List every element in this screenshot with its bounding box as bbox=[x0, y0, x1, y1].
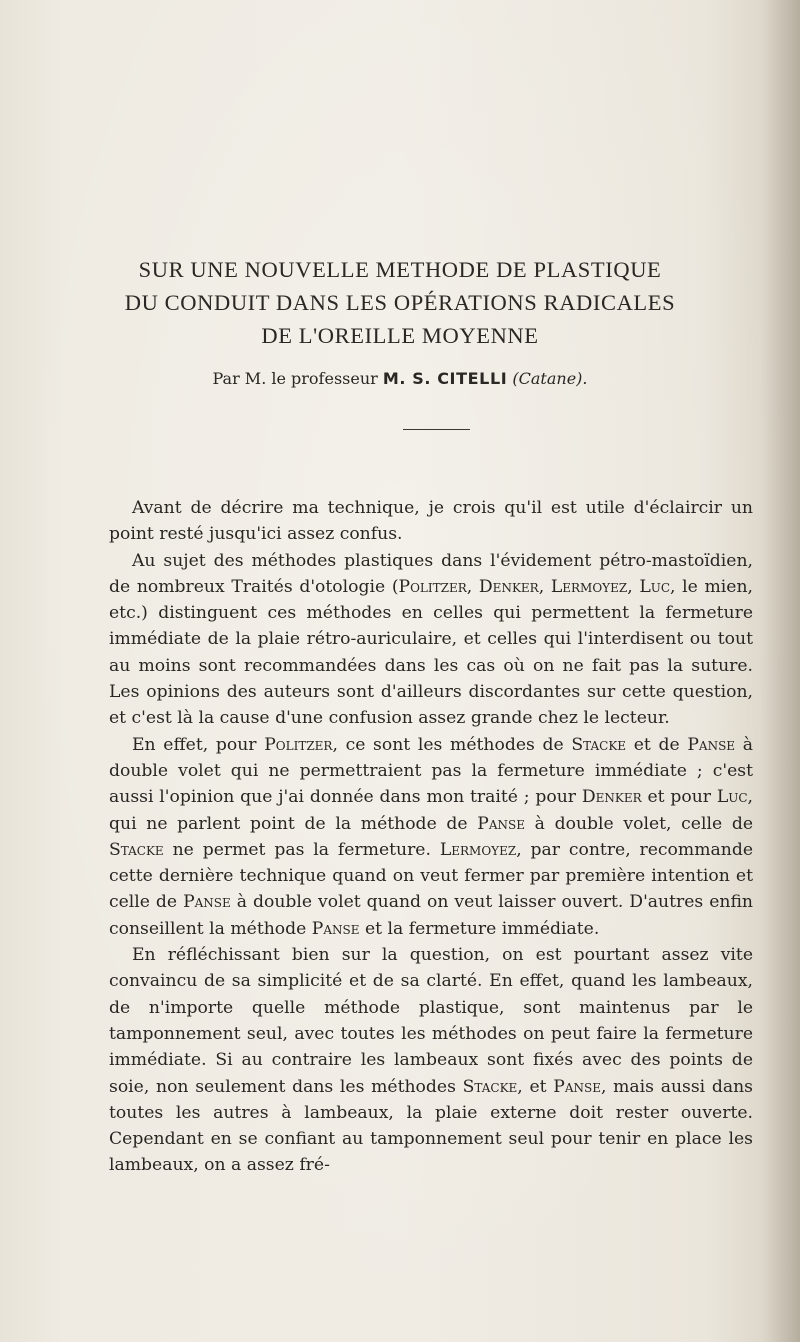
paragraph bbox=[109, 942, 753, 1179]
author-name: Stacke bbox=[109, 839, 164, 860]
text-run: , et bbox=[517, 1076, 554, 1097]
text-run: à double volet quand on veut laisser ouvert. D'autres enfin conseillent la méthode bbox=[109, 892, 753, 939]
author-name: Panse bbox=[477, 813, 525, 834]
body-text bbox=[109, 495, 753, 1179]
author-name: Luc bbox=[716, 787, 748, 808]
text-run: à double volet qui ne permettraient pas la fermeture immédiate ; c'est aussi l'opinion que j'ai donnée dans mon traité ; pour bbox=[109, 734, 753, 808]
text-run: à double volet, celle de bbox=[525, 813, 753, 834]
text-run: Au sujet des méthodes plastiques dans l'évidement pétro-mastoïdien, de nombreux Traités d'otologie ( bbox=[109, 550, 753, 597]
author-name: Denker bbox=[478, 576, 539, 597]
title-line-3: DE L'OREILLE MOYENNE bbox=[261, 323, 539, 348]
text-run: En effet, pour bbox=[132, 734, 265, 755]
title-line-1: SUR UNE NOUVELLE METHODE DE PLASTIQUE bbox=[138, 257, 662, 282]
article-title bbox=[0, 253, 800, 352]
text-run: , mais aussi dans toutes les autres à lambeaux, la plaie externe doit rester ouverte. Cependant en se confiant au tamponnement seul pour tenir en place les lambeaux, on a assez fré- bbox=[109, 1076, 753, 1176]
byline-place: (Catane). bbox=[512, 369, 588, 388]
byline-prefix: Par M. le professeur bbox=[212, 369, 383, 388]
text-run: , par contre, recommande cette dernière technique quand on veut fermer par première intention et celle de bbox=[109, 839, 753, 913]
text-run: et la fermeture immédiate. bbox=[359, 918, 600, 939]
text-run: , qui ne parlent point de la méthode de bbox=[109, 787, 753, 834]
text-run: et pour bbox=[641, 787, 717, 808]
text-run: et de bbox=[626, 734, 688, 755]
author-name: Denker bbox=[581, 787, 642, 808]
page-edge-shadow bbox=[760, 0, 800, 1342]
author-name: Lermoyez bbox=[439, 839, 517, 860]
author-name: Panse bbox=[687, 734, 736, 755]
separator-rule bbox=[403, 429, 470, 430]
paragraph bbox=[109, 548, 753, 732]
author-name: Politzer bbox=[398, 576, 467, 597]
text-run: , bbox=[538, 576, 551, 597]
author-name: Luc bbox=[639, 576, 671, 597]
author-name: Panse bbox=[311, 918, 360, 939]
text-run: En réfléchissant bien sur la question, on est pourtant assez vite convaincu de sa simplicité et de sa clarté. En effet, quand les lambeaux, de n'importe quelle méthode plastique, sont maintenus par le tamponnement seul, avec toutes les méthodes on peut faire la fermeture immédiate. Si au contraire les lambeaux sont fixés avec des points de soie, non seulement dans les méthodes bbox=[109, 945, 753, 1097]
author-name: Politzer bbox=[264, 734, 333, 755]
byline-author: M. S. CITELLI bbox=[382, 369, 508, 388]
text-run: , ce sont les méthodes de bbox=[332, 734, 572, 755]
title-line-2: DU CONDUIT DANS LES OPÉRATIONS RADICALES bbox=[124, 290, 676, 315]
author-name: Lermoyez bbox=[550, 576, 628, 597]
text-run: ne permet pas la fermeture. bbox=[163, 839, 440, 860]
text-run: , bbox=[627, 576, 640, 597]
text-run: Avant de décrire ma technique, je crois qu'il est utile d'éclaircir un point resté jusqu'ici assez confus. bbox=[109, 498, 753, 545]
author-name: Stacke bbox=[571, 734, 627, 755]
author-name: Stacke bbox=[462, 1076, 518, 1097]
text-run: , le mien, etc.) distinguent ces méthodes en celles qui permettent la fermeture immédiate de la plaie rétro-auriculaire, et celles qui l'interdisent ou tout au moins sont recommandées dans les cas où on ne fait pas la suture. Les opinions des auteurs sont d'ailleurs discordantes sur cette question, et c'est là la cause d'une confusion assez grande chez le lecteur. bbox=[109, 576, 753, 729]
author-name: Panse bbox=[553, 1076, 601, 1097]
paragraph bbox=[109, 732, 753, 942]
byline bbox=[0, 367, 800, 391]
text-run: , bbox=[466, 576, 479, 597]
author-name: Panse bbox=[183, 892, 231, 913]
paragraph bbox=[109, 495, 753, 548]
